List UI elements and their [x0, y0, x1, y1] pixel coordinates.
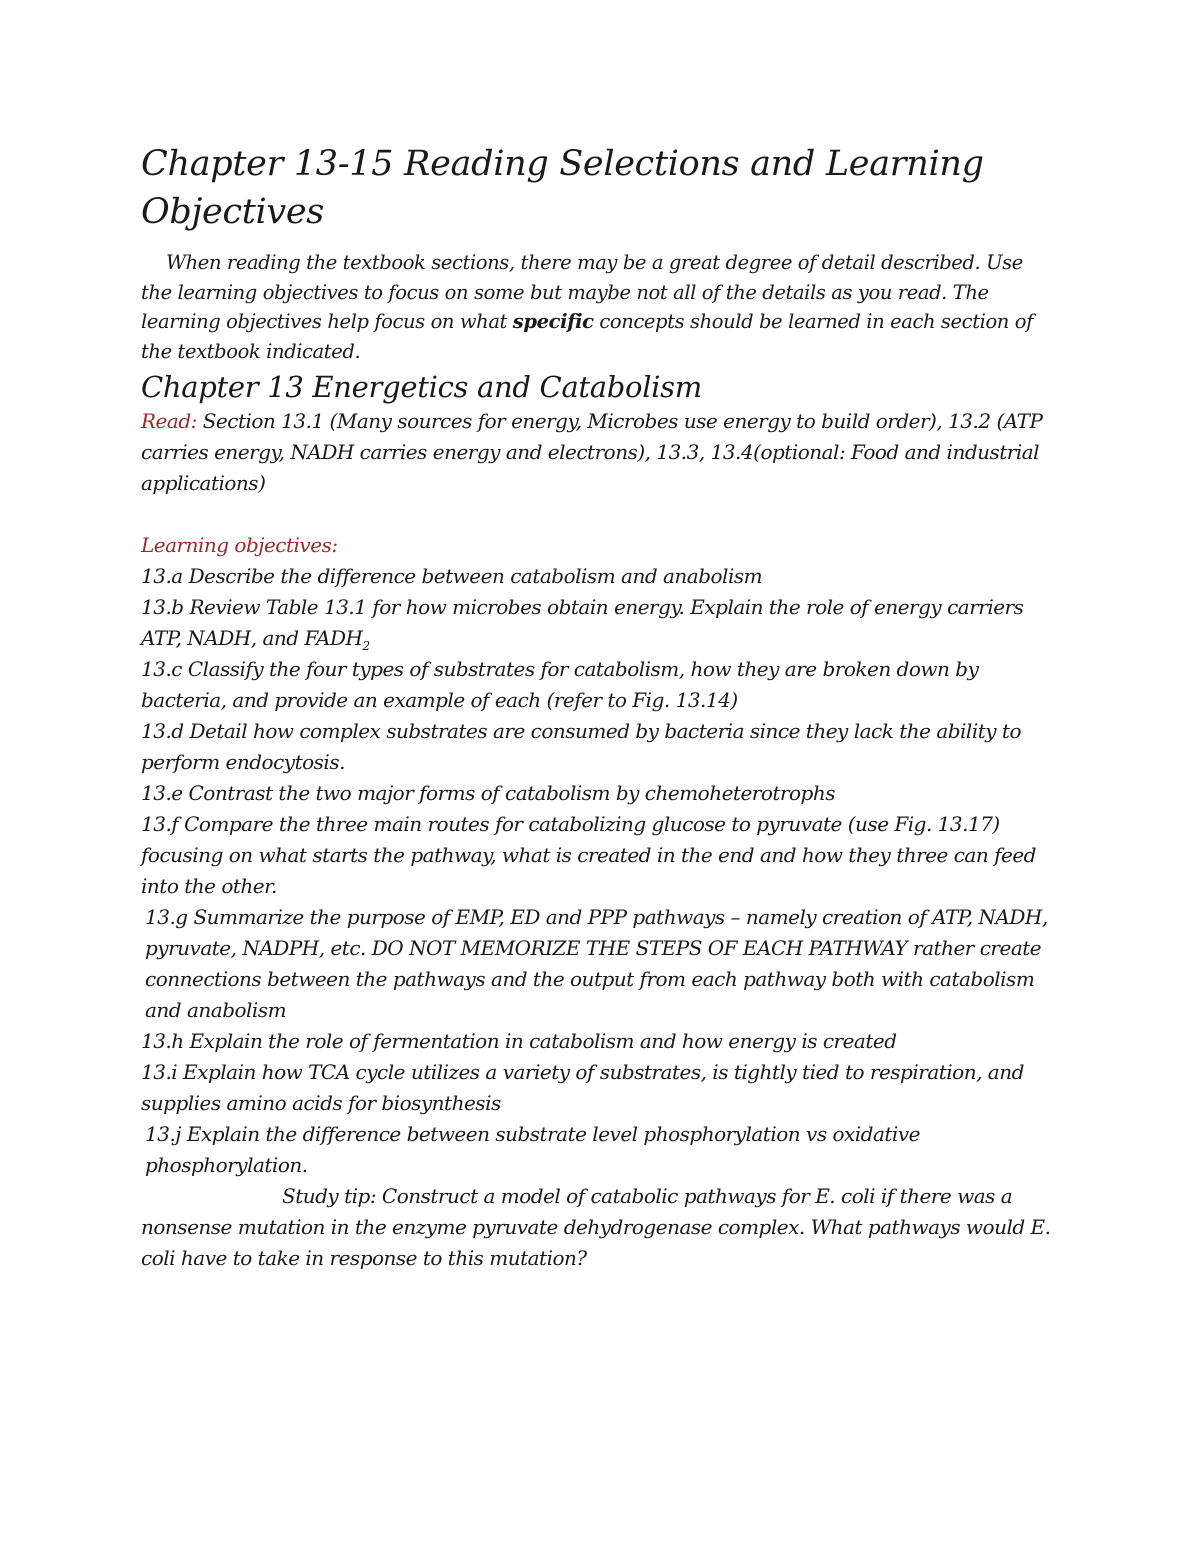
objective-13g: 13.g Summarize the purpose of EMP, ED and PPP pathways – namely creation of ATP, NADH, pyruvate, NADPH, etc. DO NOT MEMORIZE THE STEPS OF EACH PATHWAY rather create connections between the pathways and the output from each pathway both with catabolism and anabolism	[145, 905, 1048, 1022]
study-tip: Study tip: Construct a model of catabolic pathways for E. coli if there was a nonsense mutation in the enzyme pyruvate dehydrogenase complex. What pathways would E. coli have to take in response to this mutation?	[141, 1184, 1051, 1270]
objective-13j: 13.j Explain the difference between substrate level phosphorylation vs oxidative phosphorylation.	[145, 1122, 920, 1177]
objective-13e: 13.e Contrast the two major forms of catabolism by chemoheterotrophs	[141, 781, 835, 805]
objective-13b	[141, 592, 1056, 654]
intro-paragraph	[141, 248, 1056, 366]
objective-13h: 13.h Explain the role of fermentation in catabolism and how energy is created	[141, 1029, 897, 1053]
chapter-13-heading: Chapter 13 Energetics and Catabolism	[141, 370, 702, 404]
objective-13d: 13.d Detail how complex substrates are consumed by bacteria since they lack the ability to perform endocytosis.	[141, 719, 1021, 774]
intro-text-2: concepts should be learned in each section of the textbook indicated.	[141, 310, 1033, 363]
objective-13i: 13.i Explain how TCA cycle utilizes a variety of substrates, is tightly tied to respiration, and supplies amino acids for biosynthesis	[141, 1060, 1024, 1115]
spacer	[141, 499, 1056, 530]
intro-emphasis: specific	[512, 310, 594, 333]
read-label: Read:	[141, 409, 197, 433]
intro-text-1: When reading the textbook sections, there may be a great degree of detail described. Use the learning objectives to focus on some but maybe not all of the details as you read. The learning objectives help focus on what	[141, 251, 1023, 333]
reading-assignment	[141, 406, 1056, 499]
objective-13b-text: 13.b Review Table 13.1 for how microbes obtain energy. Explain the role of energy carriers ATP, NADH, and FADH	[141, 595, 1024, 650]
document-title: Chapter 13-15 Reading Selections and Learning Objectives	[141, 144, 984, 232]
objective-13c: 13.c Classify the four types of substrates for catabolism, how they are broken down by bacteria, and provide an example of each (refer to Fig. 13.14)	[141, 657, 979, 712]
document-content	[141, 140, 1056, 1274]
objectives-list	[141, 561, 1056, 1181]
objective-13f: 13.f Compare the three main routes for catabolizing glucose to pyruvate (use Fig. 13.17) focusing on what starts the pathway, what is created in the end and how they three can feed into the other.	[141, 812, 1036, 898]
fadh-subscript: 2	[362, 639, 370, 653]
objective-13a: 13.a Describe the difference between catabolism and anabolism	[141, 564, 763, 588]
objectives-label: Learning objectives:	[141, 533, 338, 557]
read-text: Section 13.1 (Many sources for energy, Microbes use energy to build order), 13.2 (ATP carries energy, NADH carries energy and electrons), 13.3, 13.4(optional: Food and industrial applications)	[141, 409, 1043, 495]
